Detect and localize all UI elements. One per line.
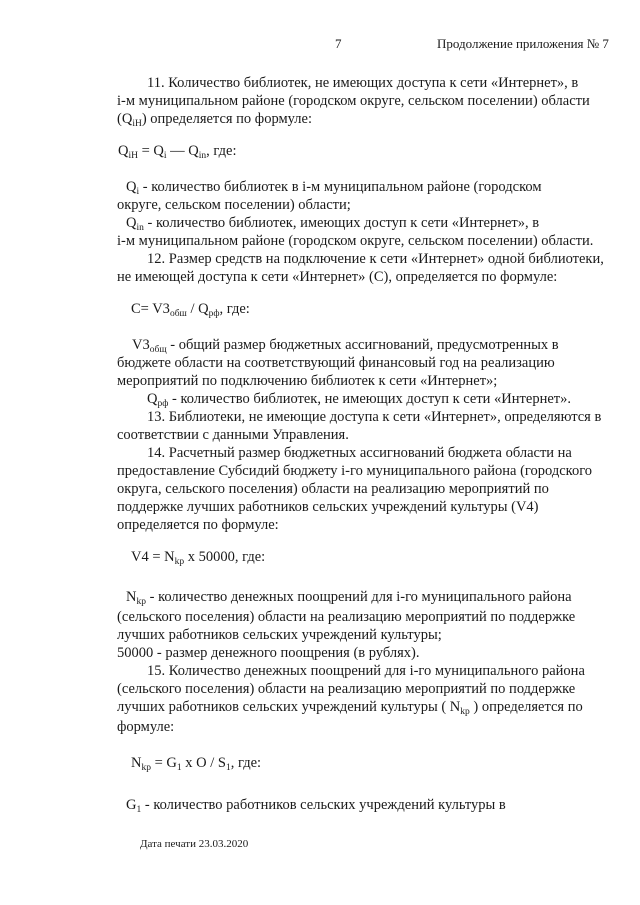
appendix-continuation: Продолжение приложения № 7 xyxy=(437,36,609,51)
p14-line-2: предоставление Субсидий бюджету i-го муниципального района (городского xyxy=(117,463,593,479)
nkp-definition-line-1: $N_{kp}$ - количество денежных поощрений для i-го муниципального района xyxy=(126,589,572,607)
p12-line-1: 12. Размер средств на подключение к сети «Интернет» одной библиотеки, xyxy=(147,251,604,267)
nkp-definition-line-2: (сельского поселения) области на реализацию мероприятий по поддержке xyxy=(117,609,576,625)
v3-definition-line-3: мероприятий по подключению библиотек к сети «Интернет»; xyxy=(117,373,498,389)
p11-line-2: i-м муниципальном районе (городском округе, сельском поселении) области xyxy=(117,93,590,109)
p13-line-2: соответствии с данными Управления. xyxy=(117,427,349,443)
p14-line-5: определяется по формуле: xyxy=(117,517,279,533)
p11-line-1: 11. Количество библиотек, не имеющих доступа к сети «Интернет», в xyxy=(147,75,579,91)
p13-line-1: 13. Библиотеки, не имеющие доступа к сети «Интернет», определяются в xyxy=(147,409,602,425)
amount-definition: 50000 - размер денежного поощрения (в рублях). xyxy=(117,645,420,661)
print-date: Дата печати 23.03.2020 xyxy=(140,838,249,850)
p11-line-3: $(Q_{iH})$ определяется по формуле: xyxy=(117,111,312,129)
nkp-definition-line-3: лучших работников сельских учреждений культуры; xyxy=(117,627,442,643)
p14-line-3: округа, сельского поселения) области на реализацию мероприятий по xyxy=(117,481,549,497)
qrf-definition: $Q_{рф}$ - количество библиотек, не имеющих доступ к сети «Интернет». xyxy=(147,391,571,409)
p14-line-4: поддержке лучших работников сельских учреждений культуры (V4) xyxy=(117,499,539,515)
v3-definition-line-1: $V3_{общ}$ - общий размер бюджетных ассигнований, предусмотренных в xyxy=(132,337,559,355)
p15-line-2: (сельского поселения) области на реализацию мероприятий по поддержке xyxy=(117,681,576,697)
qin-definition-line-1: $Q_{in}$ - количество библиотек, имеющих доступ к сети «Интернет», в xyxy=(126,215,540,233)
v3-definition-line-2: бюджете области на соответствующий финансовый год на реализацию xyxy=(117,355,555,371)
p15-line-3: лучших работников сельских учреждений культуры ( $N_{kp}$ ) определяется по xyxy=(117,699,583,717)
g1-definition: $G_1$ - количество работников сельских учреждений культуры в xyxy=(126,797,506,815)
formula-qih: $Q_{iH} = Q_i$ — $Q_{in}$, где: xyxy=(118,143,237,161)
page-number: 7 xyxy=(335,36,342,51)
p15-line-1: 15. Количество денежных поощрений для i-го муниципального района xyxy=(147,663,585,679)
formula-v4: $V4 = N_{kp}$ x 50000, где: xyxy=(131,549,266,567)
formula-c: $C= V3_{обш} / Q_{рф}$, где: xyxy=(131,301,250,319)
qi-definition-line-1: $Q_i$ - количество библиотек в i-м муниципальном районе (городском xyxy=(126,179,542,197)
p12-line-2: не имеющей доступа к сети «Интернет» (C), определяется по формуле: xyxy=(117,269,558,285)
qin-definition-line-2: i-м муниципальном районе (городском округе, сельском поселении) области. xyxy=(117,233,594,249)
qi-definition-line-2: округе, сельском поселении) области; xyxy=(117,197,351,213)
formula-nkp: $N_{kp} = G_1$ x O / $S_1$, где: xyxy=(131,755,262,773)
p14-line-1: 14. Расчетный размер бюджетных ассигнований бюджета области на xyxy=(147,445,572,461)
p15-line-4: формуле: xyxy=(117,719,175,735)
